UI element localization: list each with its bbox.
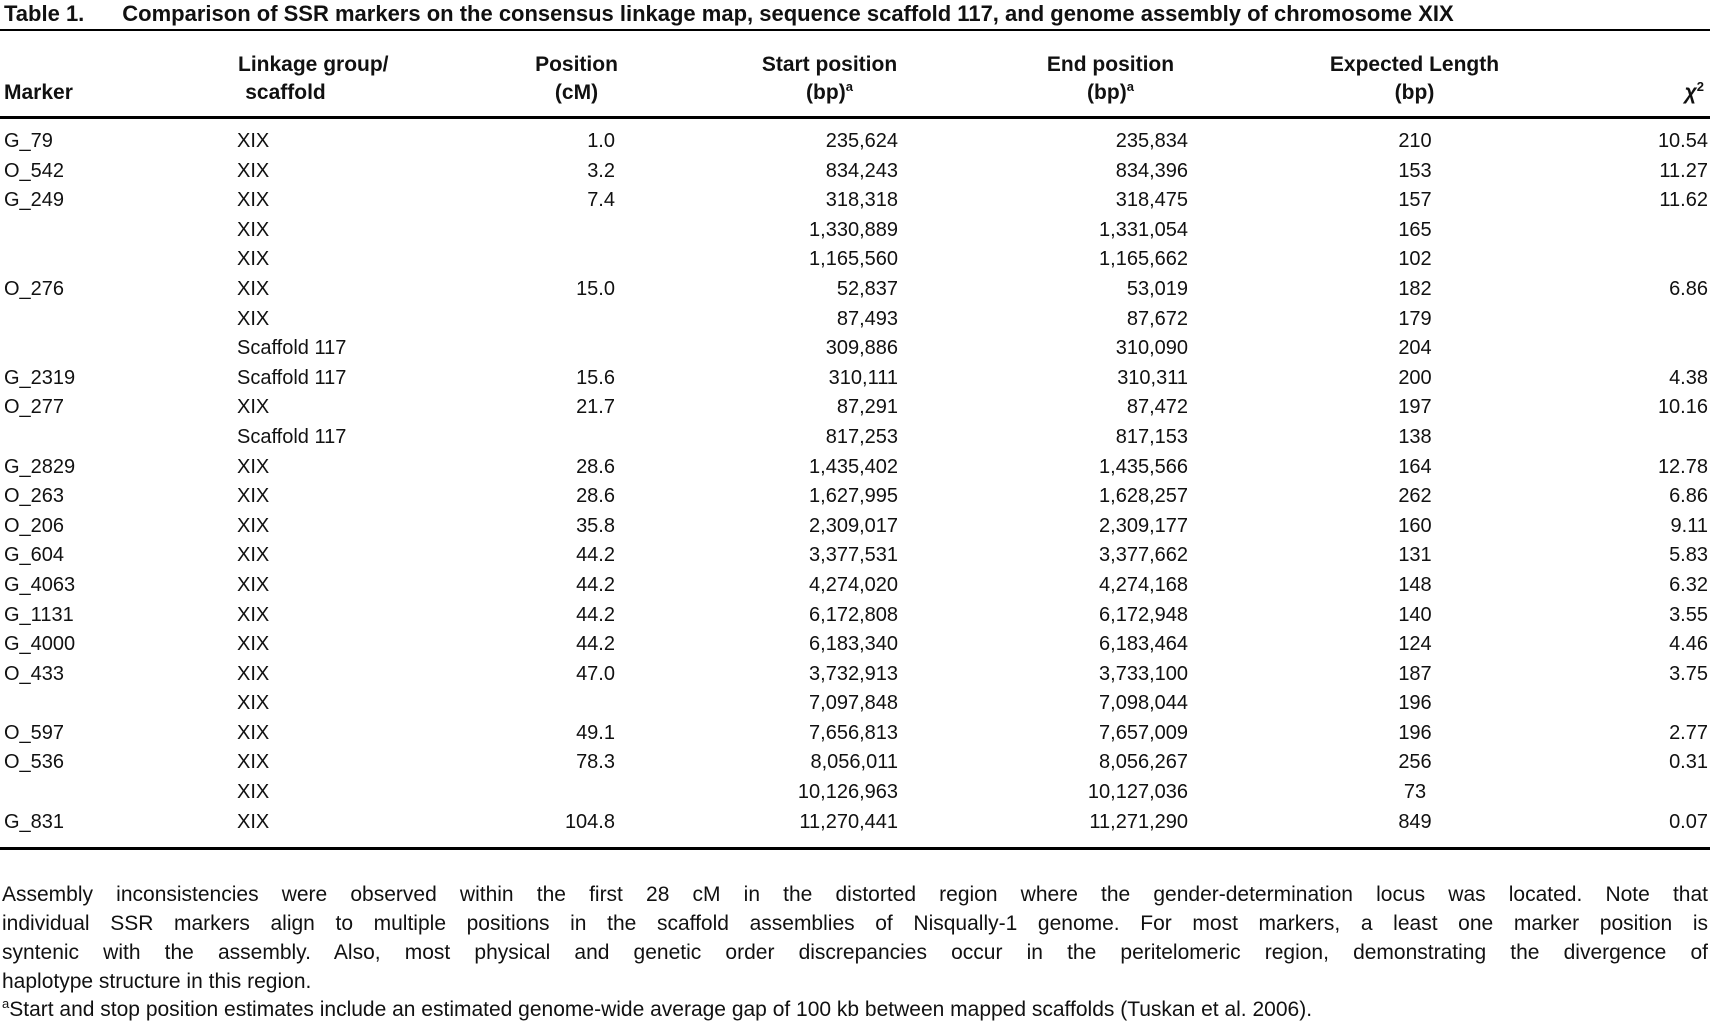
cell-marker: G_4000 [4,633,76,656]
cell-end: 6,183,464 [1099,633,1188,656]
cell-marker: O_276 [4,277,65,300]
cell-linkage: XIX [237,662,270,685]
column-header-position-cm: Position (cM) [445,30,625,118]
cell-marker: G_79 [4,130,53,152]
cell-expected: 140 [1398,603,1432,626]
cell-start: 6,183,340 [809,633,898,656]
cell-position [445,423,625,453]
cell-marker [0,778,237,808]
cell-marker: G_2319 [4,366,76,389]
table-row [0,305,1710,335]
cell-chi2: 9.11 [1670,514,1708,537]
table-caption: Comparison of SSR markers on the consensus linkage map, sequence scaffold 117, and genome assembly of chromosome XIX [122,1,1454,26]
footnote-line: Assembly inconsistencies were observed within the first 28 cM in the distorted region where the gender-determination locus was located. Note that [2,883,1708,907]
cell-chi2: 3.55 [1669,603,1708,626]
cell-expected: 73 [1403,781,1427,804]
cell-position [445,689,625,719]
cell-linkage: Scaffold 117 [237,425,347,448]
cell-expected: 182 [1398,277,1432,300]
cell-position: 78.3 [576,751,615,774]
cell-chi2 [1575,245,1710,275]
cell-expected: 165 [1398,218,1432,241]
cell-expected: 102 [1398,248,1432,271]
cell-position: 49.1 [576,721,615,744]
cell-position: 15.6 [576,366,615,389]
cell-start: 318,318 [825,189,898,212]
footnote-line: haplotype structure in this region. [2,969,312,993]
cell-end: 8,056,267 [1099,751,1188,774]
cell-position: 21.7 [576,396,615,419]
cell-marker: G_1131 [4,603,74,626]
column-header-linkage-group: Linkage group/ scaffold [237,30,445,118]
cell-linkage: XIX [237,514,270,537]
cell-expected: 196 [1398,692,1432,715]
column-header-chi-squared: $\chi^2$ [1575,30,1710,118]
table-row [0,541,1710,571]
cell-linkage: XIX [237,692,270,715]
cell-linkage: XIX [237,189,270,212]
cell-start: 8,056,011 [810,751,898,774]
cell-expected: 138 [1398,425,1432,448]
cell-chi2 [1575,216,1710,246]
cell-start: 4,274,020 [809,573,898,596]
cell-marker: O_277 [4,396,65,419]
cell-linkage: XIX [237,485,270,508]
cell-end: 310,311 [1117,366,1188,389]
cell-marker: O_433 [4,662,65,685]
cell-start: 1,435,402 [809,455,898,478]
cell-linkage: XIX [237,721,270,744]
footnote-line: syntenic with the assembly. Also, most physical and genetic order discrepancies occur in the peritelomeric region, demonstrating the divergence of [2,940,1708,964]
cell-end: 53,019 [1126,277,1188,300]
cell-chi2: 6.86 [1669,485,1708,508]
cell-position: 44.2 [576,633,615,656]
cell-end: 318,475 [1115,189,1188,212]
table-row [0,482,1710,512]
cell-chi2: 12.78 [1657,455,1708,478]
footnote-marker-a: a [1126,79,1134,94]
cell-marker: O_542 [4,159,65,182]
cell-start: 52,837 [836,277,898,300]
table-title [0,0,1710,27]
cell-linkage: XIX [237,248,270,271]
cell-chi2: 2.77 [1669,721,1708,744]
cell-chi2: 4.38 [1669,366,1708,389]
cell-marker: G_4063 [4,573,76,596]
cell-linkage: XIX [237,307,270,330]
table-row [0,778,1710,808]
column-header-start-position: Start position (bp)$^a$ [625,30,910,118]
cell-end: 1,331,054 [1099,218,1188,241]
cell-start: 10,126,963 [797,781,898,804]
cell-chi2: 10.54 [1657,130,1708,152]
cell-chi2: 6.86 [1669,277,1708,300]
cell-start: 1,330,889 [809,218,898,241]
cell-linkage: XIX [237,810,270,833]
cell-position: 44.2 [576,544,615,567]
table-number: Table 1. [4,1,85,26]
cell-start: 817,253 [825,425,898,448]
cell-end: 817,153 [1115,425,1188,448]
cell-linkage: XIX [237,781,270,804]
cell-chi2: 0.07 [1669,810,1708,833]
table-row [0,157,1710,187]
cell-marker: O_536 [4,751,65,774]
cell-end: 11,271,290 [1089,810,1188,833]
table-row [0,601,1710,631]
cell-start: 7,656,813 [809,721,898,744]
cell-start: 1,627,995 [809,485,898,508]
column-header-end-position: End position (bp)$^a$ [910,30,1200,118]
table-row [0,660,1710,690]
cell-expected: 160 [1398,514,1432,537]
cell-position [445,245,625,275]
table-row [0,245,1710,275]
cell-linkage: XIX [237,218,270,241]
table-row [0,748,1710,778]
table-footnote [0,881,1710,1022]
cell-start: 7,097,848 [809,692,898,715]
table-row [0,118,1710,157]
cell-start: 3,377,531 [809,544,898,567]
column-header-expected-length: Expected Length (bp) [1200,30,1575,118]
table-row [0,216,1710,246]
table-row [0,423,1710,453]
cell-marker [0,689,237,719]
cell-end: 6,172,948 [1099,603,1188,626]
cell-expected: 157 [1398,189,1432,212]
cell-marker [0,245,237,275]
cell-position: 1.0 [587,130,615,152]
cell-expected: 164 [1398,455,1432,478]
cell-expected: 849 [1398,810,1432,833]
cell-end: 2,309,177 [1099,514,1188,537]
cell-end: 1,165,662 [1099,248,1188,271]
table-row [0,453,1710,483]
cell-start: 310,111 [828,366,898,389]
chi-symbol: χ [1684,81,1697,104]
cell-expected: 204 [1398,337,1432,360]
cell-position [445,216,625,246]
table-row [0,808,1710,849]
cell-marker: G_249 [4,189,65,212]
cell-end: 7,098,044 [1099,692,1188,715]
cell-chi2 [1575,778,1710,808]
table-row [0,630,1710,660]
cell-position: 35.8 [576,514,615,537]
cell-marker: G_2829 [4,455,76,478]
cell-start: 235,624 [825,130,898,152]
cell-marker: G_604 [4,544,65,567]
cell-chi2: 10.16 [1657,396,1708,419]
footnote-a-superscript: a [2,996,10,1012]
cell-start: 3,732,913 [809,662,898,685]
cell-expected: 262 [1398,485,1432,508]
cell-position [445,305,625,335]
table-row [0,364,1710,394]
cell-expected: 179 [1398,307,1432,330]
footnote-line: individual SSR markers align to multiple positions in the scaffold assemblies of Nisqually-1 genome. For most markers, a least one marker position is [2,912,1708,936]
cell-end: 3,733,100 [1099,662,1188,685]
cell-expected: 187 [1398,662,1432,685]
cell-chi2: 6.32 [1669,573,1708,596]
cell-position: 28.6 [576,485,615,508]
cell-linkage: Scaffold 117 [237,366,347,389]
cell-marker: G_831 [4,810,65,833]
cell-expected: 124 [1398,633,1432,656]
cell-position [445,334,625,364]
table-row [0,719,1710,749]
cell-linkage: XIX [237,396,270,419]
cell-end: 834,396 [1115,159,1188,182]
table-header [0,30,1710,118]
cell-expected: 200 [1398,366,1432,389]
cell-end: 1,628,257 [1099,485,1188,508]
cell-end: 87,472 [1126,396,1188,419]
cell-expected: 153 [1398,159,1432,182]
cell-end: 4,274,168 [1099,573,1188,596]
cell-start: 11,270,441 [799,810,898,833]
cell-expected: 210 [1398,130,1432,152]
cell-end: 310,090 [1115,337,1188,360]
cell-position: 44.2 [576,573,615,596]
cell-start: 2,309,017 [809,514,898,537]
table-row [0,571,1710,601]
cell-linkage: XIX [237,633,270,656]
cell-linkage: XIX [237,751,270,774]
cell-chi2: 3.75 [1669,662,1708,685]
cell-linkage: XIX [237,544,270,567]
cell-end: 7,657,009 [1099,721,1188,744]
table-row [0,689,1710,719]
cell-chi2 [1575,423,1710,453]
cell-marker [0,423,237,453]
column-header-marker: Marker [0,30,237,118]
cell-start: 309,886 [825,337,898,360]
cell-position: 3.2 [587,159,615,182]
cell-marker: O_263 [4,485,65,508]
cell-position: 44.2 [576,603,615,626]
cell-linkage: XIX [237,130,270,152]
table-row [0,393,1710,423]
cell-expected: 148 [1398,573,1432,596]
cell-linkage: XIX [237,603,270,626]
cell-position: 7.4 [587,189,615,212]
cell-linkage: XIX [237,159,270,182]
cell-position: 47.0 [576,662,615,685]
cell-expected: 256 [1398,751,1432,774]
cell-end: 235,834 [1115,130,1188,152]
cell-position: 28.6 [576,455,615,478]
cell-linkage: XIX [237,277,270,300]
cell-position: 15.0 [576,277,615,300]
ssr-marker-table [0,29,1710,850]
cell-end: 10,127,036 [1087,781,1188,804]
cell-position [445,778,625,808]
cell-chi2: 11.27 [1659,159,1708,182]
cell-chi2: 0.31 [1669,751,1708,774]
table-row [0,275,1710,305]
cell-marker: O_597 [4,721,65,744]
footnote-marker-a: a [845,79,853,94]
cell-chi2: 5.83 [1669,544,1708,567]
cell-start: 87,291 [836,396,898,419]
footnote-paragraph [2,881,1708,996]
cell-end: 3,377,662 [1099,544,1188,567]
cell-marker [0,216,237,246]
cell-linkage: XIX [237,455,270,478]
cell-chi2 [1575,305,1710,335]
cell-expected: 197 [1398,396,1432,419]
cell-linkage: XIX [237,573,270,596]
cell-chi2: 11.62 [1659,189,1708,212]
cell-marker [0,334,237,364]
cell-start: 87,493 [836,307,898,330]
cell-start: 1,165,560 [809,248,898,271]
table-row [0,186,1710,216]
cell-chi2: 4.46 [1669,633,1708,656]
cell-position: 104.8 [564,810,615,833]
cell-linkage: Scaffold 117 [237,337,347,360]
cell-expected: 196 [1398,721,1432,744]
table-row [0,334,1710,364]
cell-chi2 [1575,334,1710,364]
cell-start: 6,172,808 [809,603,898,626]
cell-end: 87,672 [1126,307,1188,330]
table-body [0,118,1710,849]
cell-marker: O_206 [4,514,65,537]
table-row [0,512,1710,542]
footnote-a-text: $^a$Start and stop position estimates include an estimated genome-wide average gap of 100 kb between mapped scaffolds (Tuskan et al. 2006). [2,996,1313,1022]
cell-marker [0,305,237,335]
cell-end: 1,435,566 [1099,455,1188,478]
cell-expected: 131 [1398,544,1432,567]
cell-start: 834,243 [825,159,898,182]
cell-chi2 [1575,689,1710,719]
